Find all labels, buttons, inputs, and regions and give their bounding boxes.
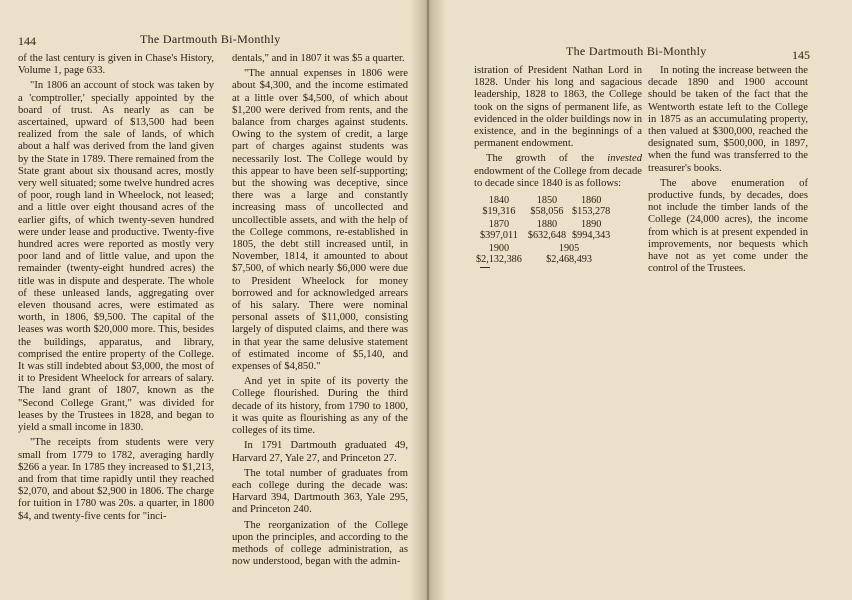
table-row [476,217,616,230]
value-cell: $2,132,386 [476,254,522,266]
year-cell: 1880 [536,219,558,231]
endowment-table [476,193,616,265]
table-row [476,206,616,217]
value-cell: $632,648 [527,230,567,242]
left-column-1 [18,53,214,526]
year-cell: 1870 [488,219,510,231]
year-cell: 1890 [580,219,602,231]
end-dash [480,267,490,268]
right-column-1 [474,65,642,268]
text-run: The growth of the [486,153,608,165]
left-running-header: The Dartmouth Bi-Monthly [140,32,281,46]
paragraph [474,153,642,190]
right-running-header: The Dartmouth Bi-Monthly [566,44,707,58]
year-cell: 1905 [558,243,580,255]
paragraph: of the last century is given in Chase's History, Volume 1, page 633. [18,53,214,77]
paragraph: The reorganization of the College upon the principles, and according to the methods of college administration, as now understood, began with the admin- [232,519,408,568]
paragraph: "The receipts from students were very small from 1779 to 1782, averaging hardly $266 a year. In 1785 they increased to $1,213, and from that time rapidly until they reached $2,070, and about $2,900 in 1806. The charge for tuition in 1780 was 20s. a quarter, in 1800 $4, and twenty-five cents for "inci- [18,437,214,522]
emphasis: invested [607,153,642,165]
table-row [476,241,616,254]
paragraph: "The annual expenses in 1806 were about $4,300, and the income estimated at a little over $4,500, of which about $1,200 were derived from rents, and the balance from charges against students. Owing to the system of credit, a large part of charges against students was necessarily lost. The College would by this appear to have been self-supporting; but the showing was deceptive, since there was a large and constantly increasing mass of uncollected and uncollectible assets, and with the help of the College commons, re-established in 1805, the debt still increased until, in November, 1814, it amounted to about $7,500, of which nearly $6,000 were due to President Wheelock for money borrowed and for acknowledged arrears of his salary. There were nominal personal assets of $11,000, consisting largely of disputed claims, and there was in that year the same delusive statement of estimated income of $5,140, and expenses of $4,850." [232,68,408,373]
value-cell: $994,343 [572,230,611,242]
value-cell: $397,011 [480,230,518,242]
year-cell: 1840 [488,195,510,207]
year-cell: 1850 [536,195,558,207]
paragraph: And yet in spite of its poverty the College flourished. During the third decade of its history, from 1790 to 1800, it was quite as flourishing as any of the colleges of its time. [232,376,408,437]
right-page [428,0,852,600]
paragraph: dentals," and in 1807 it was $5 a quarter. [232,53,405,64]
paragraph: "In 1806 an account of stock was taken by a 'comptroller,' specially appointed by the board of trust. As nearly as can be ascertained, upward of $13,500 had been realized from the sale of lands, of which about a half was derived from the land given by the State in 1789. There remained from the State grant about six thousand acres, mostly very well situated; some twelve hundred acres of poor, rough land in Wheelock, not leased; and a little over eight thousand acres of the earlier gifts, of which twenty-seven hundred were under lease and productive. Twenty-five hundred acres were reported as mostly very poor land and of little value, and upon the remainder (twenty-eight hundred acres) the title was in dispute and desperate. The whole of these unleased lands, aggregating over eleven thousand acres, were estimated as worth, in 1806, $9,500. The capital of the leases was worth $20,000 more. This, besides the buildings, apparatus, and library, comprised the entire property of the College. It was still indebted about $3,000, the most of it to President Wheelock for arrears of salary. The land grant of 1807, known as the "Second College Grant," was divided for leases by the Trustees in 1828, and began to yield a small income in 1830. [18,80,214,434]
paragraph: istration of President Nathan Lord in 1828. Under his long and sagacious leadership, 1828 to 1863, the College took on the signs of permanent life, as evidenced in the older buildings now in existence, and in the beginnings of a permanent endowment. [474,65,642,150]
paragraph: In noting the increase between the decade 1890 and 1900 account should be taken of the fact that the Wentworth estate left to the College in 1875 as an accumulating property, then valued at $300,000, reached the designated sum, $500,000, in 1897, when the fund was transferred to the treasurer's books. [648,65,808,174]
paragraph: In 1791 Dartmouth graduated 49, Harvard 27, Yale 27, and Princeton 27. [232,440,408,464]
left-column-2 [232,53,408,571]
value-cell: $58,056 [530,206,564,218]
table-row [476,254,616,265]
right-column-2 [648,65,808,278]
year-cell: 1860 [580,195,602,207]
table-row [476,193,616,206]
paragraph: The total number of graduates from each college during the decade was: Harvard 394, Dartmouth 363, Yale 295, and Princeton 240. [232,467,408,516]
value-cell: $153,278 [572,206,611,218]
text-run: endowment of the College from decade to decade since 1840 is as follows: [474,165,642,189]
value-cell: $19,316 [482,206,516,218]
value-cell: $2,468,493 [546,254,592,266]
right-page-number: 145 [792,48,810,62]
paragraph: The above enumeration of productive funds, by decades, does not include the timber lands of the College (24,000 acres), the income from which is at present expended in improvements, nor bequests which have not as yet come under the control of the Trustees. [648,177,808,275]
left-page-number: 144 [18,34,36,48]
year-cell: 1900 [488,243,510,255]
table-row [476,230,616,241]
